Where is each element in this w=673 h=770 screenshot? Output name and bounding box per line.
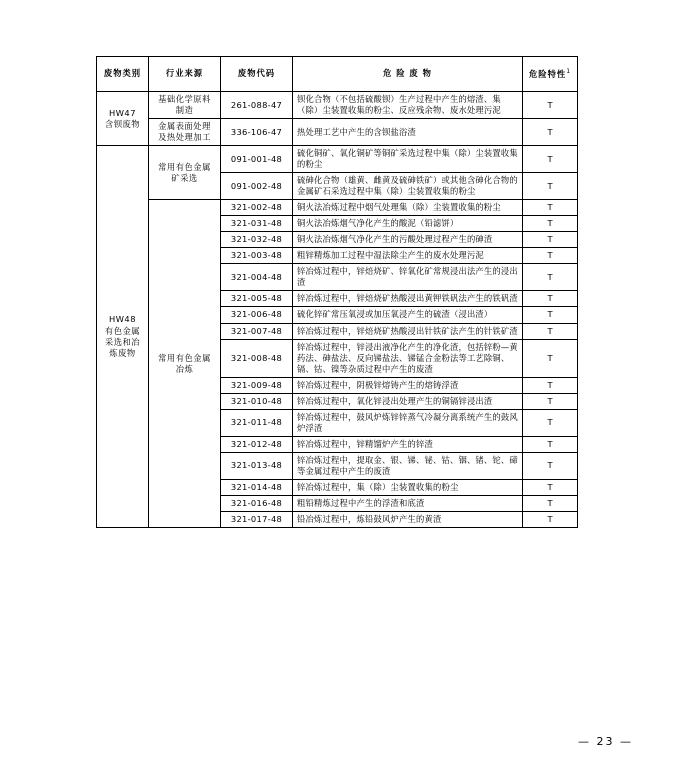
cell-waste-code: 321-012-48 (221, 436, 293, 452)
cell-waste-code: 321-003-48 (221, 248, 293, 264)
cell-waste-code: 321-032-48 (221, 232, 293, 248)
table-row (97, 92, 578, 119)
cell-waste-code: 321-011-48 (221, 409, 293, 436)
cell-waste-description: 硫化锌矿常压氧浸或加压氧浸产生的硫渣（浸出渣） (293, 307, 523, 323)
cell-hazard-property: T (523, 323, 578, 339)
cell-waste-description: 锌冶炼过程中，阴极锌熔铸产生的熔铸浮渣 (293, 377, 523, 393)
table-row (97, 200, 578, 216)
table-header-row (97, 57, 578, 92)
cell-hazard-property: T (523, 291, 578, 307)
cell-waste-code: 321-005-48 (221, 291, 293, 307)
cell-hazard-property: T (523, 119, 578, 146)
cell-hazard-property: T (523, 495, 578, 511)
cell-waste-description: 硫砷化合物（雄黄、雌黄及硫砷铁矿）或其他含砷化合物的金属矿石采选过程中集（除）尘装置收集的粉尘 (293, 173, 523, 200)
hazardous-waste-table (96, 56, 578, 528)
cell-waste-description: 锌冶炼过程中，锌焙烧矿热酸浸出针铁矿法产生的针铁矿渣 (293, 323, 523, 339)
cell-hazard-property: T (523, 409, 578, 436)
header-hazardous-waste: 危 险 废 物 (293, 57, 523, 92)
cell-waste-code: 261-088-47 (221, 92, 293, 119)
cell-waste-code: 321-008-48 (221, 339, 293, 377)
table-row (97, 146, 578, 173)
cell-waste-description: 粗锌精炼加工过程中湿法除尘产生的废水处理污泥 (293, 248, 523, 264)
cell-waste-code: 321-017-48 (221, 511, 293, 527)
cell-waste-description: 锌冶炼过程中，氧化锌浸出处理产生的铜镉锌浸出渣 (293, 393, 523, 409)
cell-waste-description: 粗铅精炼过程中产生的浮渣和底渣 (293, 495, 523, 511)
cell-waste-description: 锌冶炼过程中，鼓风炉炼锌锌蒸气冷凝分离系统产生的鼓风炉浮渣 (293, 409, 523, 436)
cell-hazard-property: T (523, 146, 578, 173)
header-category: 废物类别 (97, 57, 149, 92)
cell-waste-code: 321-002-48 (221, 200, 293, 216)
cell-hazard-property: T (523, 479, 578, 495)
cell-waste-code: 321-009-48 (221, 377, 293, 393)
cell-waste-description: 锌冶炼过程中，锌浸出液净化产生的净化渣，包括锌粉—黄药法、砷盐法、反向锑盐法、锑锰合金粉法等工艺除铜、镉、钴、镍等杂质过程中产生的废渣 (293, 339, 523, 377)
cell-waste-code: 091-001-48 (221, 146, 293, 173)
cell-waste-code: 321-014-48 (221, 479, 293, 495)
cell-waste-category: HW48 有色金属 采选和冶 炼废物 (97, 146, 149, 528)
table-header (97, 57, 578, 92)
cell-waste-description: 锌冶炼过程中，锌精馏炉产生的锌渣 (293, 436, 523, 452)
header-waste-code: 废物代码 (221, 57, 293, 92)
cell-waste-code: 321-031-48 (221, 216, 293, 232)
cell-waste-description: 锌冶炼过程中，锌焙烧矿热酸浸出黄钾铁矾法产生的铁矾渣 (293, 291, 523, 307)
cell-hazard-property: T (523, 307, 578, 323)
cell-industry-source: 常用有色金属 冶炼 (149, 200, 221, 528)
cell-waste-code: 321-006-48 (221, 307, 293, 323)
cell-waste-code: 321-016-48 (221, 495, 293, 511)
cell-hazard-property: T (523, 264, 578, 291)
cell-hazard-property: T (523, 232, 578, 248)
cell-waste-code: 321-010-48 (221, 393, 293, 409)
header-industry-source: 行业来源 (149, 57, 221, 92)
cell-waste-description: 铅冶炼过程中，炼铅鼓风炉产生的黄渣 (293, 511, 523, 527)
cell-waste-code: 321-007-48 (221, 323, 293, 339)
page-number: — 23 — (578, 735, 633, 748)
cell-waste-description: 铜火法冶炼烟气净化产生的酸泥（铅滤饼） (293, 216, 523, 232)
cell-waste-description: 硫化铜矿、氧化铜矿等铜矿采选过程中集（除）尘装置收集的粉尘 (293, 146, 523, 173)
cell-hazard-property: T (523, 92, 578, 119)
hazardous-waste-table-container (96, 56, 577, 528)
cell-hazard-property: T (523, 248, 578, 264)
cell-waste-category: HW47 含钡废物 (97, 92, 149, 146)
cell-hazard-property: T (523, 216, 578, 232)
cell-hazard-property: T (523, 200, 578, 216)
cell-waste-description: 热处理工艺中产生的含钡盐浴渣 (293, 119, 523, 146)
cell-waste-description: 锌冶炼过程中，提取金、银、锑、铋、钴、铟、锗、铊、碲等金属过程中产生的废渣 (293, 452, 523, 479)
cell-hazard-property: T (523, 452, 578, 479)
cell-industry-source: 常用有色金属 矿采选 (149, 146, 221, 200)
cell-industry-source: 基础化学原料 制造 (149, 92, 221, 119)
cell-waste-description: 铜火法冶炼烟气净化产生的污酸处理过程产生的砷渣 (293, 232, 523, 248)
cell-waste-code: 321-013-48 (221, 452, 293, 479)
cell-waste-description: 铜火法冶炼过程中烟气处理集（除）尘装置收集的粉尘 (293, 200, 523, 216)
cell-waste-code: 091-002-48 (221, 173, 293, 200)
cell-hazard-property: T (523, 377, 578, 393)
cell-industry-source: 金属表面处理 及热处理加工 (149, 119, 221, 146)
header-hazard-property-label: 危险特性 (528, 68, 567, 79)
cell-hazard-property: T (523, 511, 578, 527)
table-body (97, 92, 578, 528)
cell-hazard-property: T (523, 436, 578, 452)
cell-waste-description: 锌冶炼过程中，集（除）尘装置收集的粉尘 (293, 479, 523, 495)
header-hazard-property-note: 1 (566, 68, 572, 76)
cell-waste-description: 锌冶炼过程中，锌焙烧矿、锌氧化矿常规浸出法产生的浸出渣 (293, 264, 523, 291)
table-row (97, 119, 578, 146)
cell-waste-code: 321-004-48 (221, 264, 293, 291)
cell-hazard-property: T (523, 393, 578, 409)
header-hazard-property (523, 57, 578, 92)
cell-waste-description: 钡化合物（不包括硫酸钡）生产过程中产生的熔渣、集（除）尘装置收集的粉尘、反应残余物、废水处理污泥 (293, 92, 523, 119)
cell-hazard-property: T (523, 339, 578, 377)
cell-hazard-property: T (523, 173, 578, 200)
cell-waste-code: 336-106-47 (221, 119, 293, 146)
